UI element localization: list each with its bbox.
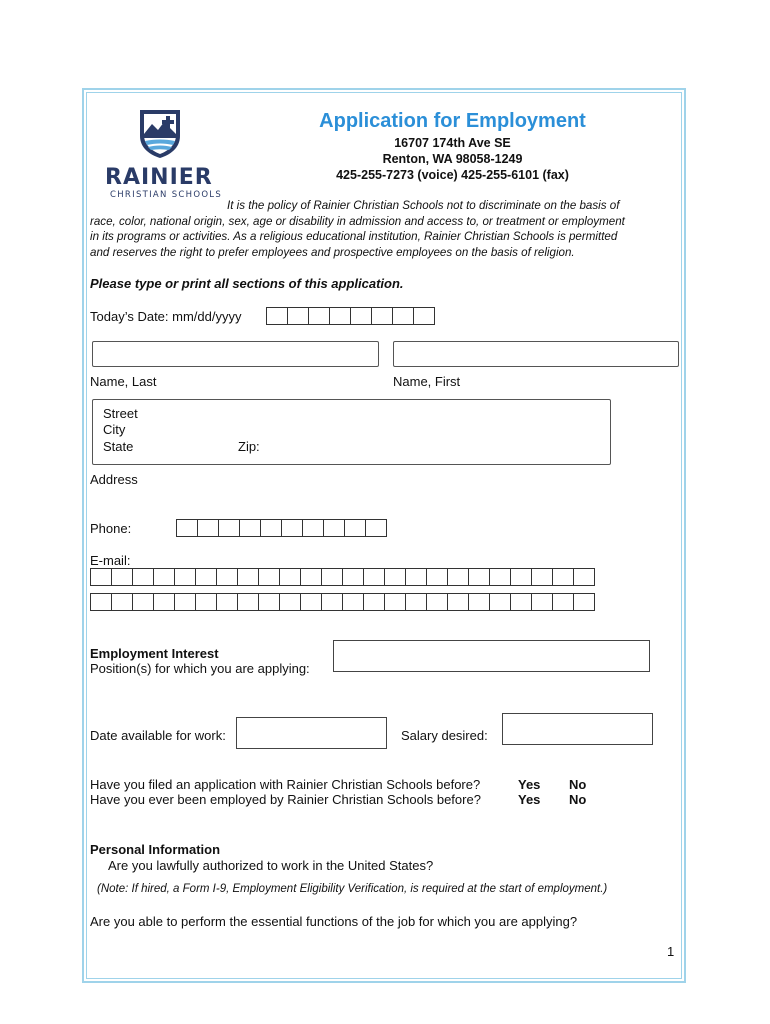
position-label: Position(s) for which you are applying: [90,661,310,676]
input-cell[interactable] [552,593,574,611]
state-label: State [103,439,134,454]
question-employed-before: Have you ever been employed by Rainier Christian Schools before? [90,792,481,807]
contact-phone-fax: 425-255-7273 (voice) 425-255-6101 (fax) [336,168,569,182]
input-cell[interactable] [468,593,490,611]
input-cell[interactable] [329,307,351,325]
page-title: Application for Employment [319,110,586,132]
input-cell[interactable] [197,519,219,537]
input-cell[interactable] [260,519,282,537]
address-label: Address [90,472,138,487]
personal-information-heading: Personal Information [90,842,221,857]
input-cell[interactable] [281,519,303,537]
input-cell[interactable] [342,568,364,586]
input-cell[interactable] [489,593,511,611]
input-cell[interactable] [447,593,469,611]
input-cell[interactable] [153,568,175,586]
input-cell[interactable] [302,519,324,537]
input-cell[interactable] [510,593,532,611]
input-cell[interactable] [573,593,595,611]
applied-before-no[interactable]: No [569,777,587,792]
i9-note: (Note: If hired, a Form I-9, Employment Eligibility Verification, is required at the start of employment.) [97,883,608,895]
input-cell[interactable] [300,593,322,611]
input-cell[interactable] [392,307,414,325]
policy-line-3: in its programs or activities. As a religious educational institution, Rainier Christian Schools is permitted [90,230,618,243]
position-field[interactable] [333,640,650,672]
policy-line-1: It is the policy of Rainier Christian Schools not to discriminate on the basis of [227,199,620,212]
input-cell[interactable] [111,568,133,586]
last-name-label: Name, Last [90,374,157,389]
zip-label: Zip: [238,439,260,454]
input-cell[interactable] [468,568,490,586]
input-cell[interactable] [405,568,427,586]
address-street: 16707 174th Ave SE [394,136,511,150]
question-essential-functions: Are you able to perform the essential functions of the job for which you are applying? [90,914,578,929]
email-label: E-mail: [90,553,131,568]
input-cell[interactable] [510,568,532,586]
date-input-cells[interactable] [266,307,435,325]
input-cell[interactable] [308,307,330,325]
input-cell[interactable] [174,593,196,611]
input-cell[interactable] [174,568,196,586]
date-available-field[interactable] [236,717,387,749]
input-cell[interactable] [426,568,448,586]
input-cell[interactable] [365,519,387,537]
input-cell[interactable] [258,593,280,611]
input-cell[interactable] [266,307,288,325]
input-cell[interactable] [489,568,511,586]
input-cell[interactable] [153,593,175,611]
input-cell[interactable] [573,568,595,586]
employed-before-no[interactable]: No [569,792,587,807]
input-cell[interactable] [531,568,553,586]
date-available-label: Date available for work: [90,728,226,743]
page-number: 1 [667,944,675,959]
input-cell[interactable] [405,593,427,611]
salary-field[interactable] [502,713,653,745]
policy-line-2: race, color, national origin, sex, age or disability in admission and access to, or treatment or employment [90,214,625,228]
input-cell[interactable] [90,568,112,586]
first-name-label: Name, First [393,374,461,389]
input-cell[interactable] [344,519,366,537]
salary-label: Salary desired: [401,728,488,743]
input-cell[interactable] [279,593,301,611]
nondiscrimination-policy [90,198,675,260]
employed-before-yes[interactable]: Yes [518,792,541,807]
input-cell[interactable] [195,593,217,611]
input-cell[interactable] [300,568,322,586]
first-name-field[interactable] [393,341,679,367]
applied-before-yes[interactable]: Yes [518,777,541,792]
input-cell[interactable] [531,593,553,611]
employment-interest-heading: Employment Interest [90,646,219,661]
input-cell[interactable] [384,568,406,586]
email-input-cells-row-2[interactable] [90,593,595,611]
email-input-cells-row-1[interactable] [90,568,595,586]
logo-name: RAINIER [105,165,213,190]
input-cell[interactable] [321,593,343,611]
address-field[interactable] [92,399,611,465]
input-cell[interactable] [287,307,309,325]
phone-label: Phone: [90,521,132,536]
input-cell[interactable] [239,519,261,537]
input-cell[interactable] [216,593,238,611]
input-cell[interactable] [363,568,385,586]
instructions: Please type or print all sections of this application. [90,276,404,291]
input-cell[interactable] [384,593,406,611]
input-cell[interactable] [237,593,259,611]
input-cell[interactable] [237,568,259,586]
input-cell[interactable] [132,593,154,611]
last-name-field[interactable] [92,341,379,367]
input-cell[interactable] [426,593,448,611]
question-work-authorized: Are you lawfully authorized to work in the United States? [108,858,434,873]
input-cell[interactable] [363,593,385,611]
input-cell[interactable] [413,307,435,325]
input-cell[interactable] [258,568,280,586]
input-cell[interactable] [321,568,343,586]
input-cell[interactable] [371,307,393,325]
date-label: Today’s Date: mm/dd/yyyy [90,309,242,324]
input-cell[interactable] [447,568,469,586]
street-label: Street [103,406,138,421]
input-cell[interactable] [195,568,217,586]
city-label: City [103,422,126,437]
input-cell[interactable] [350,307,372,325]
rainier-shield-logo-icon [136,108,184,160]
input-cell[interactable] [279,568,301,586]
input-cell[interactable] [552,568,574,586]
input-cell[interactable] [342,593,364,611]
input-cell[interactable] [132,568,154,586]
input-cell[interactable] [111,593,133,611]
phone-input-cells[interactable] [176,519,387,537]
input-cell[interactable] [90,593,112,611]
input-cell[interactable] [176,519,198,537]
input-cell[interactable] [218,519,240,537]
question-applied-before: Have you filed an application with Rainier Christian Schools before? [90,777,481,792]
address-city: Renton, WA 98058-1249 [382,152,523,166]
policy-line-4: and reserves the right to prefer employees and prospective employees on the basis of religion. [90,245,575,259]
logo-tagline: CHRISTIAN SCHOOLS [110,190,223,200]
input-cell[interactable] [216,568,238,586]
input-cell[interactable] [323,519,345,537]
